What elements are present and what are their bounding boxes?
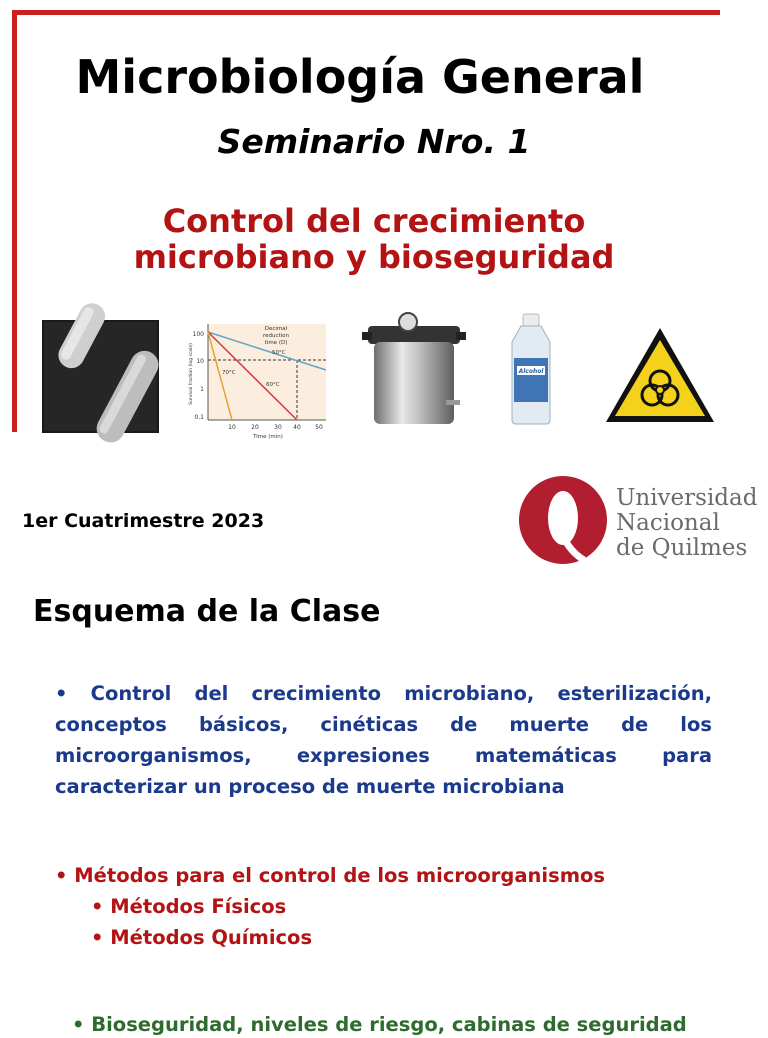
university-line-1: Universidad: [616, 485, 758, 511]
label-50c: 50°C: [272, 350, 286, 356]
bullet-control-crecimiento: • Control del crecimiento microbiano, esterilización, conceptos básicos, cinéticas de muerte de los microorganismos, expresiones matemáticas para caracterizar un proceso de muerte microbiana: [55, 682, 712, 798]
topic-line-1: Control del crecimiento: [162, 202, 586, 240]
cuatrimestre-label: 1er Cuatrimestre 2023: [22, 510, 265, 532]
annotation-decimal: Decimal: [264, 326, 288, 332]
x-axis-label: Time (min): [253, 434, 283, 440]
topic-line-2: microbiano y bioseguridad: [133, 238, 615, 276]
methods-quimicos: • Métodos Químicos: [91, 926, 313, 949]
y-tick-1: 1: [200, 386, 204, 393]
death-curve-chart: [180, 320, 330, 440]
y-tick-100: 100: [192, 331, 204, 338]
x-tick-50: 50: [315, 424, 323, 431]
slide-title: Microbiología General: [75, 50, 645, 104]
image-row: [0, 312, 768, 440]
slide-subtitle: Seminario Nro. 1: [217, 122, 531, 161]
unq-logo-icon: [518, 474, 614, 570]
autoclave-image: [360, 312, 470, 428]
university-name: [616, 486, 757, 561]
slide-cover: [0, 0, 768, 440]
x-tick-10: 10: [228, 424, 236, 431]
x-tick-40: 40: [293, 424, 301, 431]
y-axis-label: Survival fraction (log scale): [189, 343, 194, 405]
methods-fisicos: • Métodos Físicos: [91, 895, 287, 918]
bacteria-micrograph-image: [42, 320, 159, 433]
methods-title: • Métodos para el control de los microorganismos: [55, 864, 606, 887]
alcohol-bottle-image: [506, 312, 556, 426]
biohazard-sign-image: [604, 326, 716, 424]
university-line-3: de Quilmes: [616, 535, 748, 561]
x-tick-20: 20: [251, 424, 259, 431]
label-70c: 70°C: [222, 370, 236, 376]
y-tick-0.1: 0.1: [194, 414, 204, 421]
annotation-time-d: time (D): [264, 340, 288, 346]
annotation-reduction: reduction: [262, 333, 290, 339]
bioseguridad-bullet-cut: [72, 1012, 712, 1036]
y-tick-10: 10: [196, 358, 204, 365]
university-line-2: Nacional: [616, 510, 720, 536]
university-logo: [518, 474, 768, 570]
label-60c: 60°C: [266, 382, 280, 388]
x-tick-30: 30: [274, 424, 282, 431]
bioseguridad-bullet-text: • Bioseguridad, niveles de riesgo, cabinas de seguridad: [72, 1013, 687, 1036]
section-title: Esquema de la Clase: [33, 594, 381, 629]
slide-topic: [0, 203, 748, 275]
slide-top-border: [12, 10, 720, 15]
methods-list: [55, 860, 605, 953]
bottle-label-text: Alcohol: [518, 368, 544, 375]
